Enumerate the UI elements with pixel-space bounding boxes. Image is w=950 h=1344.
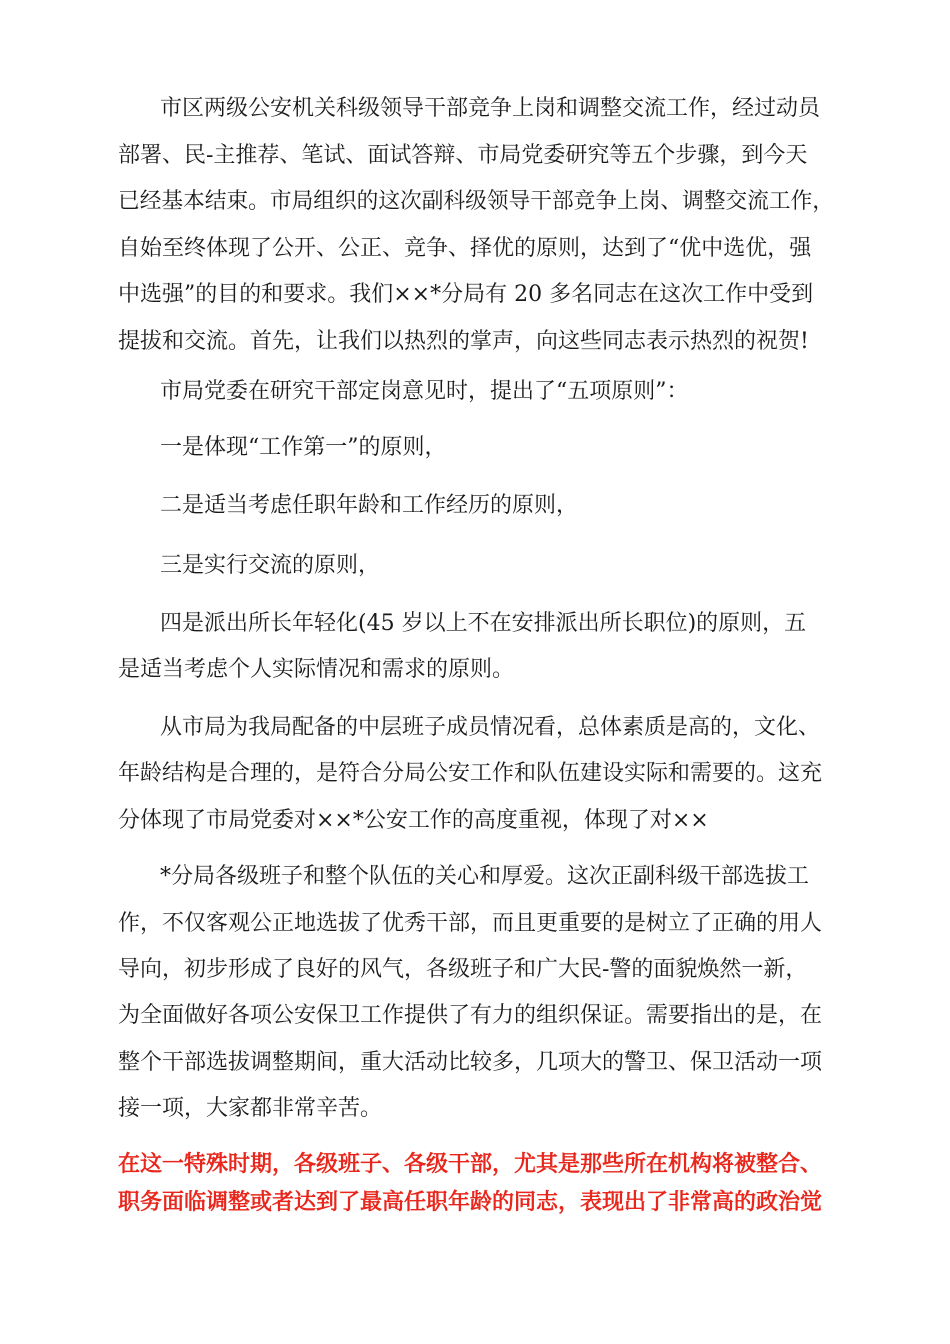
- text-line: 年龄结构是合理的，是符合分局公安工作和队伍建设实际和需要的。这充: [118, 761, 823, 786]
- text-line: 为全面做好各项公安保卫工作提供了有力的组织保证。需要指出的是，在: [118, 1003, 823, 1028]
- text-line: 整个干部选拔调整期间，重大活动比较多，几项大的警卫、保卫活动一项: [118, 1050, 823, 1075]
- text-line: 市局党委在研究干部定岗意见时，提出了“五项原则”：: [160, 379, 689, 404]
- highlighted-text-line: 在这一特殊时期，各级班子、各级干部，尤其是那些所在机构将被整合、: [118, 1152, 823, 1177]
- text-line: 二是适当考虑任职年龄和工作经历的原则，: [160, 493, 579, 518]
- text-line: 市区两级公安机关科级领导干部竞争上岗和调整交流工作，经过动员: [160, 96, 821, 121]
- text-line: 已经基本结束。市局组织的这次副科级领导干部竞争上岗、调整交流工作，: [118, 189, 835, 214]
- text-line: 四是派出所长年轻化(45 岁以上不在安排派出所长职位)的原则，五: [160, 611, 807, 636]
- text-line: 三是实行交流的原则，: [160, 553, 381, 578]
- text-line: 中选强”的目的和要求。我们××*分局有 20 多名同志在这次工作中受到: [118, 282, 814, 307]
- text-line: 从市局为我局配备的中层班子成员情况看，总体素质是高的，文化、: [160, 715, 821, 740]
- text-line: *分局各级班子和整个队伍的关心和厚爱。这次正副科级干部选拔工: [160, 864, 810, 889]
- text-line: 是适当考虑个人实际情况和需求的原则。: [118, 657, 515, 682]
- text-line: 接一项，大家都非常辛苦。: [118, 1096, 383, 1121]
- text-line: 部署、民-主推荐、笔试、面试答辩、市局党委研究等五个步骤，到今天: [118, 143, 808, 168]
- text-line: 分体现了市局党委对××*公安工作的高度重视，体现了对××: [118, 808, 709, 833]
- highlighted-text-line: 职务面临调整或者达到了最高任职年龄的同志，表现出了非常高的政治觉: [118, 1190, 823, 1215]
- text-line: 提拔和交流。首先，让我们以热烈的掌声，向这些同志表示热烈的祝贺!: [118, 329, 809, 354]
- text-line: 导向，初步形成了良好的风气，各级班子和广大民-警的面貌焕然一新，: [118, 957, 808, 982]
- text-line: 一是体现“工作第一”的原则，: [160, 435, 447, 460]
- text-line: 自始至终体现了公开、公正、竞争、择优的原则，达到了“优中选优，强: [118, 236, 812, 261]
- text-line: 作，不仅客观公正地选拔了优秀干部，而且更重要的是树立了正确的用人: [118, 911, 823, 936]
